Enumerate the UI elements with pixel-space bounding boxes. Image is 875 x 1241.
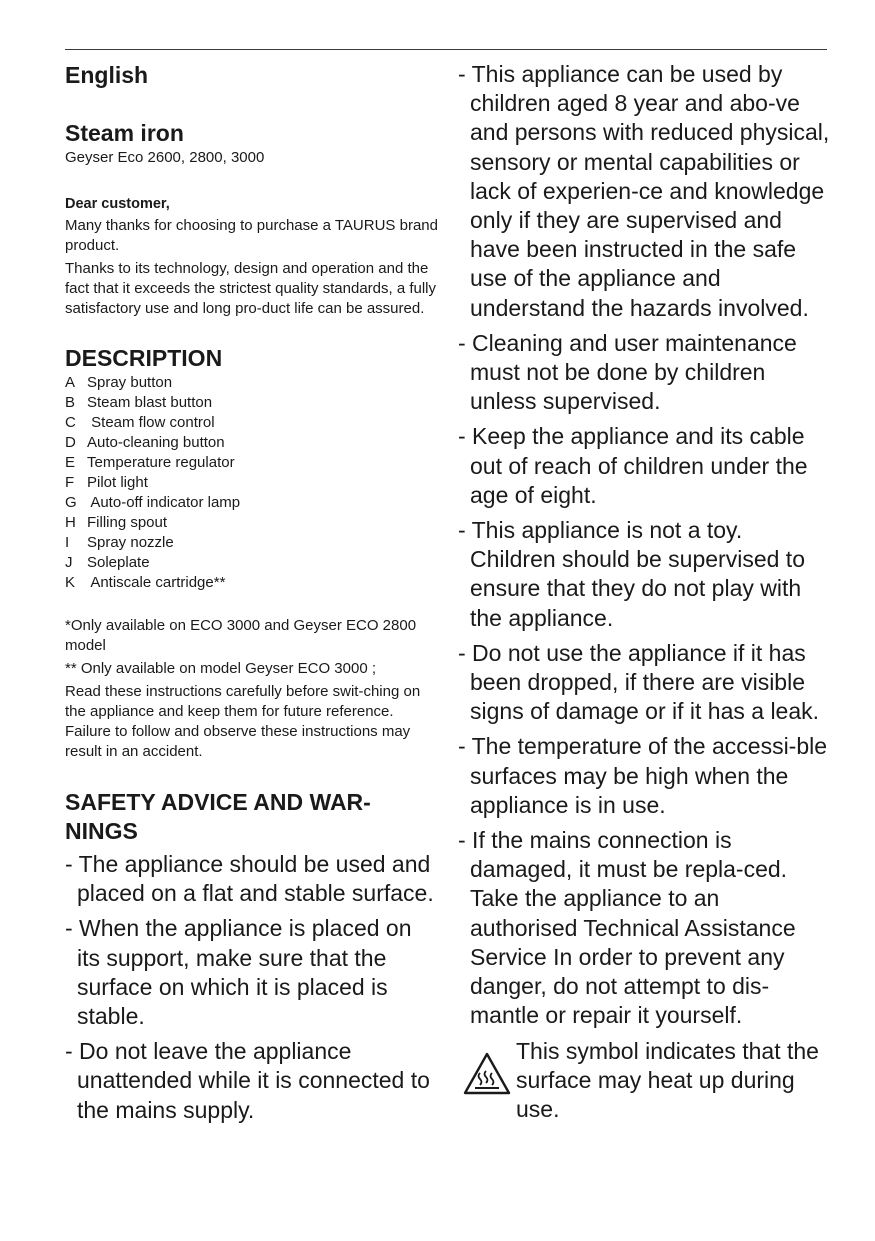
intro-paragraph: Many thanks for choosing to purchase a TAURUS brand product. — [65, 217, 438, 254]
part-item: I Spray nozzle — [65, 534, 174, 551]
safety-item: - If the mains connection is damaged, it must be repla-ced. Take the appliance to an authorised Technical Assistance Service In order to prevent any danger, do not attempt to dis-mantle or repair it yourself. — [458, 827, 796, 1029]
part-item: G Auto-off indicator lamp — [65, 494, 241, 511]
safety-list-left — [65, 850, 440, 1125]
read-instructions-note: Read these instructions carefully before swit-ching on the appliance and keep them for future reference. Failure to follow and observe these instructions may result in an accident. — [65, 683, 421, 760]
hot-surface-warning-icon — [462, 1051, 512, 1097]
hot-surface-note — [458, 1037, 833, 1125]
safety-item: - Do not leave the appliance unattended while it is connected to the mains supply. — [65, 1038, 430, 1123]
availability-note: ** Only available on model Geyser ECO 3000 ; — [65, 660, 376, 677]
product-title: Steam iron — [65, 120, 184, 146]
part-item: D Auto-cleaning button — [65, 434, 225, 451]
greeting: Dear customer, — [65, 196, 170, 212]
part-item: K Antiscale cartridge** — [65, 574, 226, 591]
model-list: Geyser Eco 2600, 2800, 3000 — [65, 149, 265, 166]
part-item: F Pilot light — [65, 474, 148, 491]
hot-surface-text: This symbol indicates that the surface may heat up during use. — [516, 1037, 819, 1122]
intro-paragraph: Thanks to its technology, design and operation and the fact that it exceeds the strictest quality standards, a fully satisfactory use and long pro-duct life can be assured. — [65, 260, 437, 317]
safety-item: - When the appliance is placed on its support, make sure that the surface on which it is placed is stable. — [65, 915, 412, 1030]
right-column — [458, 60, 833, 1124]
part-item: H Filling spout — [65, 514, 168, 531]
part-item: A Spray button — [65, 374, 173, 391]
safety-item: - This appliance can be used by children aged 8 year and abo-ve and persons with reduced physical, sensory or mental capabilities or lack of experien-ce and knowledge only if they are supervised and have been instructed in the safe use of the appliance and understand the hazards involved. — [458, 61, 830, 321]
safety-item: - Do not use the appliance if it has been dropped, if there are visible signs of damage or if it has a leak. — [458, 639, 820, 725]
part-item: E Temperature regulator — [65, 454, 235, 471]
part-item: J Soleplate — [65, 554, 150, 571]
left-column — [65, 60, 440, 1131]
part-item: B Steam blast button — [65, 394, 213, 411]
header-rule — [65, 49, 827, 50]
safety-item: - The appliance should be used and placed on a flat and stable surface. — [65, 851, 434, 907]
safety-item: - This appliance is not a toy. Children should be supervised to ensure that they do not play with the appliance. — [458, 517, 805, 631]
description-heading: DESCRIPTION — [65, 345, 223, 371]
safety-item: - The temperature of the accessi-ble surfaces may be high when the appliance is in use. — [458, 733, 828, 818]
parts-list — [65, 373, 440, 593]
part-item: C Steam flow control — [65, 414, 215, 431]
safety-heading: SAFETY ADVICE AND WAR-NINGS — [65, 789, 371, 844]
safety-list-right — [458, 60, 833, 1031]
safety-item: - Cleaning and user maintenance must not be done by children unless supervised. — [458, 329, 797, 415]
availability-note: *Only available on ECO 3000 and Geyser ECO 2800 model — [65, 617, 417, 654]
language-heading: English — [65, 62, 149, 88]
safety-item: - Keep the appliance and its cable out of reach of children under the age of eight. — [458, 423, 808, 508]
